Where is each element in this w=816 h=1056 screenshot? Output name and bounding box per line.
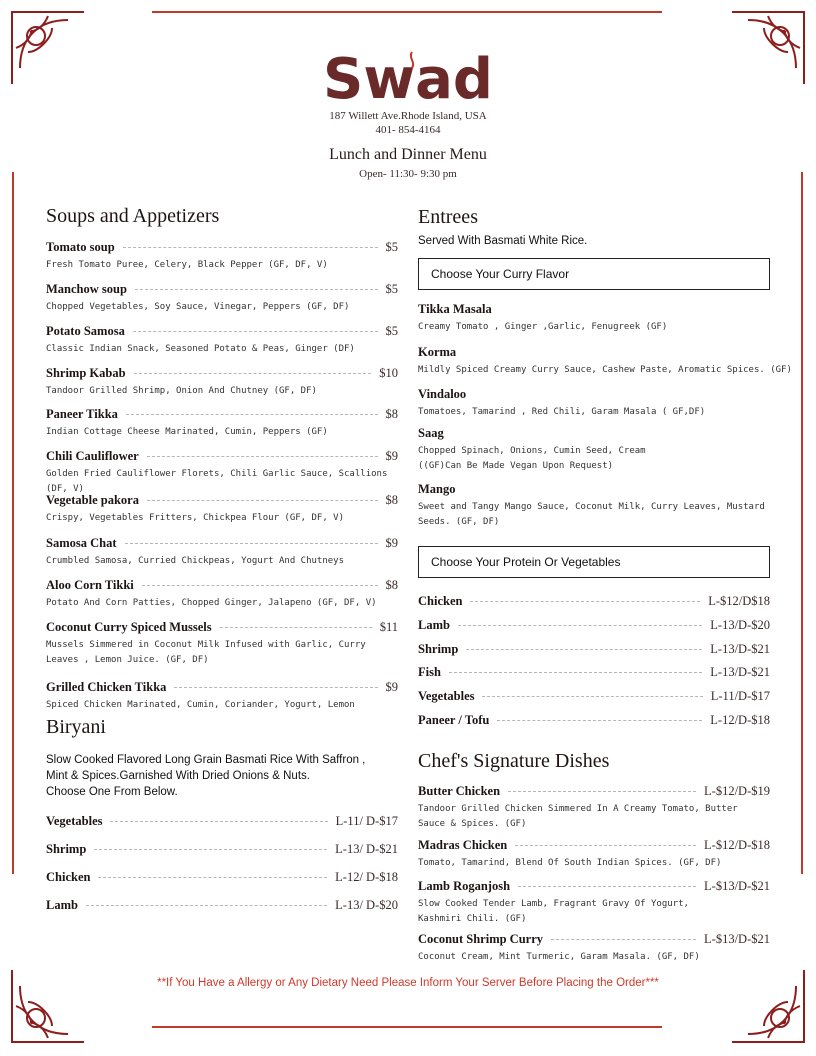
entrees-served-note: Served With Basmati White Rice. <box>418 235 588 247</box>
item-name: Madras Chicken <box>418 838 508 852</box>
item-price: $9 <box>385 536 398 550</box>
dot-leader <box>147 456 378 457</box>
item-price: $9 <box>385 449 398 463</box>
swad-logo <box>318 44 498 108</box>
allergy-note: **If You Have a Allergy or Any Dietary Need Please Inform Your Server Before Placing the Order*** <box>157 977 659 989</box>
section-heading-biryani: Biryani <box>46 716 106 738</box>
item-price: $9 <box>385 680 398 694</box>
item-price: L-13/D-$20 <box>710 618 770 632</box>
biryani-intro <box>46 752 406 800</box>
biryani-item <box>46 898 398 913</box>
menu-item <box>46 324 398 357</box>
item-name: Lamb <box>418 618 450 632</box>
item-description: Mussels Simmered in Coconut Milk Infused with Garlic, Curry Leaves , Lemon Juice. (GF, DF) <box>46 640 366 665</box>
dot-leader <box>125 543 378 544</box>
item-price: L-13/ D-$21 <box>335 842 398 856</box>
item-price: $5 <box>385 240 398 254</box>
dot-leader <box>220 627 372 628</box>
item-name: Tikka Masala <box>418 302 492 316</box>
dot-leader <box>147 500 378 501</box>
item-price: L-$12/D-$19 <box>704 784 770 798</box>
dot-leader <box>518 886 696 887</box>
curry-item <box>418 482 800 530</box>
bottom-rule <box>152 1026 662 1028</box>
restaurant-phone: 401- 854-4164 <box>375 124 441 136</box>
left-rule <box>12 172 14 874</box>
item-name: Potato Samosa <box>46 324 125 338</box>
item-name: Coconut Shrimp Curry <box>418 932 544 946</box>
item-description: Indian Cottage Cheese Marinated, Cumin, Peppers (GF) <box>46 427 328 437</box>
protein-item <box>418 689 770 704</box>
biryani-item <box>46 870 398 885</box>
item-name: Chili Cauliflower <box>46 449 139 463</box>
section-heading-soups: Soups and Appetizers <box>46 205 220 227</box>
item-name: Saag <box>418 426 444 440</box>
item-price: $8 <box>385 578 398 592</box>
item-description: Mildly Spiced Creamy Curry Sauce, Cashew Paste, Aromatic Spices. (GF) <box>418 365 792 375</box>
signature-item <box>418 932 770 965</box>
item-name: Lamb <box>46 898 78 912</box>
curry-choice-box: Choose Your Curry Flavor <box>418 258 770 290</box>
item-price: L-13/D-$21 <box>710 665 770 679</box>
signature-item <box>418 879 770 927</box>
dot-leader <box>134 373 372 374</box>
item-name: Samosa Chat <box>46 536 117 550</box>
item-description: Tomato, Tamarind, Blend Of South Indian Spices. (GF, DF) <box>418 858 722 868</box>
dot-leader <box>98 877 327 878</box>
menu-item <box>46 449 398 497</box>
menu-item <box>46 240 398 273</box>
corner-ornament-icon <box>728 8 808 88</box>
item-name: Shrimp Kabab <box>46 366 126 380</box>
dot-leader <box>126 414 378 415</box>
item-price: $8 <box>385 407 398 421</box>
protein-item <box>418 713 770 728</box>
item-name: Chicken <box>46 870 91 884</box>
item-description: Coconut Cream, Mint Turmeric, Garam Masala. (GF, DF) <box>418 952 700 962</box>
item-description: Tandoor Grilled Chicken Simmered In A Creamy Tomato, Butter Sauce & Spices. (GF) <box>418 804 738 829</box>
item-price: L-$13/D-$21 <box>704 879 770 893</box>
biryani-item <box>46 842 398 857</box>
item-price: L-13/D-$21 <box>710 642 770 656</box>
logo-text: Swad <box>323 47 493 108</box>
opening-hours: Open- 11:30- 9:30 pm <box>359 168 457 180</box>
item-description: Classic Indian Snack, Seasoned Potato & Peas, Ginger (DF) <box>46 344 355 354</box>
top-rule <box>152 11 662 13</box>
item-name: Shrimp <box>46 842 87 856</box>
corner-ornament-icon <box>8 8 88 88</box>
menu-item <box>46 536 398 569</box>
item-name: Grilled Chicken Tikka <box>46 680 167 694</box>
item-name: Vegetables <box>418 689 475 703</box>
item-description: Creamy Tomato , Ginger ,Garlic, Fenugreek (GF) <box>418 322 668 332</box>
biryani-intro-line: Mint & Spices.Garnished With Dried Onions & Nuts. <box>46 770 310 782</box>
item-name: Fish <box>418 665 441 679</box>
item-description: Crumbled Samosa, Curried Chickpeas, Yogurt And Chutneys <box>46 556 345 566</box>
signature-item <box>418 784 770 832</box>
curry-item <box>418 302 798 335</box>
item-description: Fresh Tomato Puree, Celery, Black Pepper (GF, DF, V) <box>46 260 328 270</box>
item-name: Vegetables <box>46 814 103 828</box>
right-rule <box>801 172 803 874</box>
dot-leader <box>515 845 696 846</box>
item-name: Butter Chicken <box>418 784 501 798</box>
item-price: L-12/D-$18 <box>710 713 770 727</box>
restaurant-address: 187 Willett Ave.Rhode Island, USA <box>329 110 487 122</box>
item-name: Tomato soup <box>46 240 115 254</box>
menu-item <box>46 282 398 315</box>
dot-leader <box>110 821 327 822</box>
curry-item <box>418 426 658 474</box>
menu-item <box>46 680 398 713</box>
item-name: Paneer Tikka <box>46 407 118 421</box>
item-price: $5 <box>385 282 398 296</box>
dot-leader <box>458 625 702 626</box>
item-name: Manchow soup <box>46 282 127 296</box>
item-description: Chopped Spinach, Onions, Cumin Seed, Cream ((GF)Can Be Made Vegan Upon Request) <box>418 446 646 471</box>
menu-item <box>46 407 398 440</box>
section-heading-signature: Chef's Signature Dishes <box>418 750 610 772</box>
dot-leader <box>449 672 702 673</box>
item-name: Vindaloo <box>418 387 467 401</box>
item-price: L-$12/D-$18 <box>704 838 770 852</box>
protein-item <box>418 642 770 657</box>
item-description: Chopped Vegetables, Soy Sauce, Vinegar, Peppers (GF, DF) <box>46 302 350 312</box>
dot-leader <box>466 649 702 650</box>
item-price: L-11/ D-$17 <box>335 814 398 828</box>
item-price: $11 <box>379 620 398 634</box>
item-price: $8 <box>385 493 398 507</box>
item-price: L-$12/D$18 <box>708 594 770 608</box>
item-name: Aloo Corn Tikki <box>46 578 134 592</box>
dot-leader <box>123 247 378 248</box>
dot-leader <box>86 905 327 906</box>
dot-leader <box>508 791 696 792</box>
item-description: Spiced Chicken Marinated, Cumin, Coriander, Yogurt, Lemon <box>46 700 355 710</box>
curry-item <box>418 345 798 378</box>
menu-item <box>46 578 398 611</box>
dot-leader <box>135 289 378 290</box>
biryani-intro-line: Slow Cooked Flavored Long Grain Basmati Rice With Saffron , <box>46 754 366 766</box>
item-price: L-12/ D-$18 <box>335 870 398 884</box>
item-name: Shrimp <box>418 642 459 656</box>
item-description: Tandoor Grilled Shrimp, Onion And Chutney (GF, DF) <box>46 386 317 396</box>
item-description: Slow Cooked Tender Lamb, Fragrant Gravy Of Yogurt, Kashmiri Chili. (GF) <box>418 899 689 924</box>
menu-item <box>46 366 398 399</box>
dot-leader <box>497 720 702 721</box>
dot-leader <box>174 687 377 688</box>
dot-leader <box>470 601 700 602</box>
item-name: Coconut Curry Spiced Mussels <box>46 620 212 634</box>
protein-item <box>418 594 770 609</box>
item-price: L-$13/D-$21 <box>704 932 770 946</box>
item-description: Sweet and Tangy Mango Sauce, Coconut Milk, Curry Leaves, Mustard Seeds. (GF, DF) <box>418 502 765 527</box>
protein-item <box>418 618 770 633</box>
dot-leader <box>142 585 378 586</box>
item-description: Crispy, Vegetables Fritters, Chickpea Flour (GF, DF, V) <box>46 513 345 523</box>
curry-item <box>418 387 798 420</box>
item-price: L-11/D-$17 <box>710 689 770 703</box>
item-price: $5 <box>385 324 398 338</box>
item-description: Golden Fried Cauliflower Florets, Chili Garlic Sauce, Scallions (DF, V) <box>46 469 388 494</box>
item-name: Paneer / Tofu <box>418 713 490 727</box>
dot-leader <box>94 849 327 850</box>
menu-title: Lunch and Dinner Menu <box>329 146 487 163</box>
menu-item <box>46 620 398 668</box>
item-price: L-13/ D-$20 <box>335 898 398 912</box>
protein-item <box>418 665 770 680</box>
item-description: Potato And Corn Patties, Chopped Ginger, Jalapeno (GF, DF, V) <box>46 598 377 608</box>
biryani-item <box>46 814 398 829</box>
protein-choice-box: Choose Your Protein Or Vegetables <box>418 546 770 578</box>
dot-leader <box>551 939 696 940</box>
item-description: Tomatoes, Tamarind , Red Chili, Garam Masala ( GF,DF) <box>418 407 706 417</box>
dot-leader <box>482 696 702 697</box>
item-name: Vegetable pakora <box>46 493 139 507</box>
section-heading-entrees: Entrees <box>418 206 478 228</box>
item-name: Korma <box>418 345 457 359</box>
item-price: $10 <box>379 366 398 380</box>
biryani-intro-line: Choose One From Below. <box>46 786 178 798</box>
dot-leader <box>133 331 378 332</box>
item-name: Mango <box>418 482 456 496</box>
signature-item <box>418 838 770 871</box>
item-name: Lamb Roganjosh <box>418 879 511 893</box>
item-name: Chicken <box>418 594 463 608</box>
menu-item <box>46 493 398 526</box>
